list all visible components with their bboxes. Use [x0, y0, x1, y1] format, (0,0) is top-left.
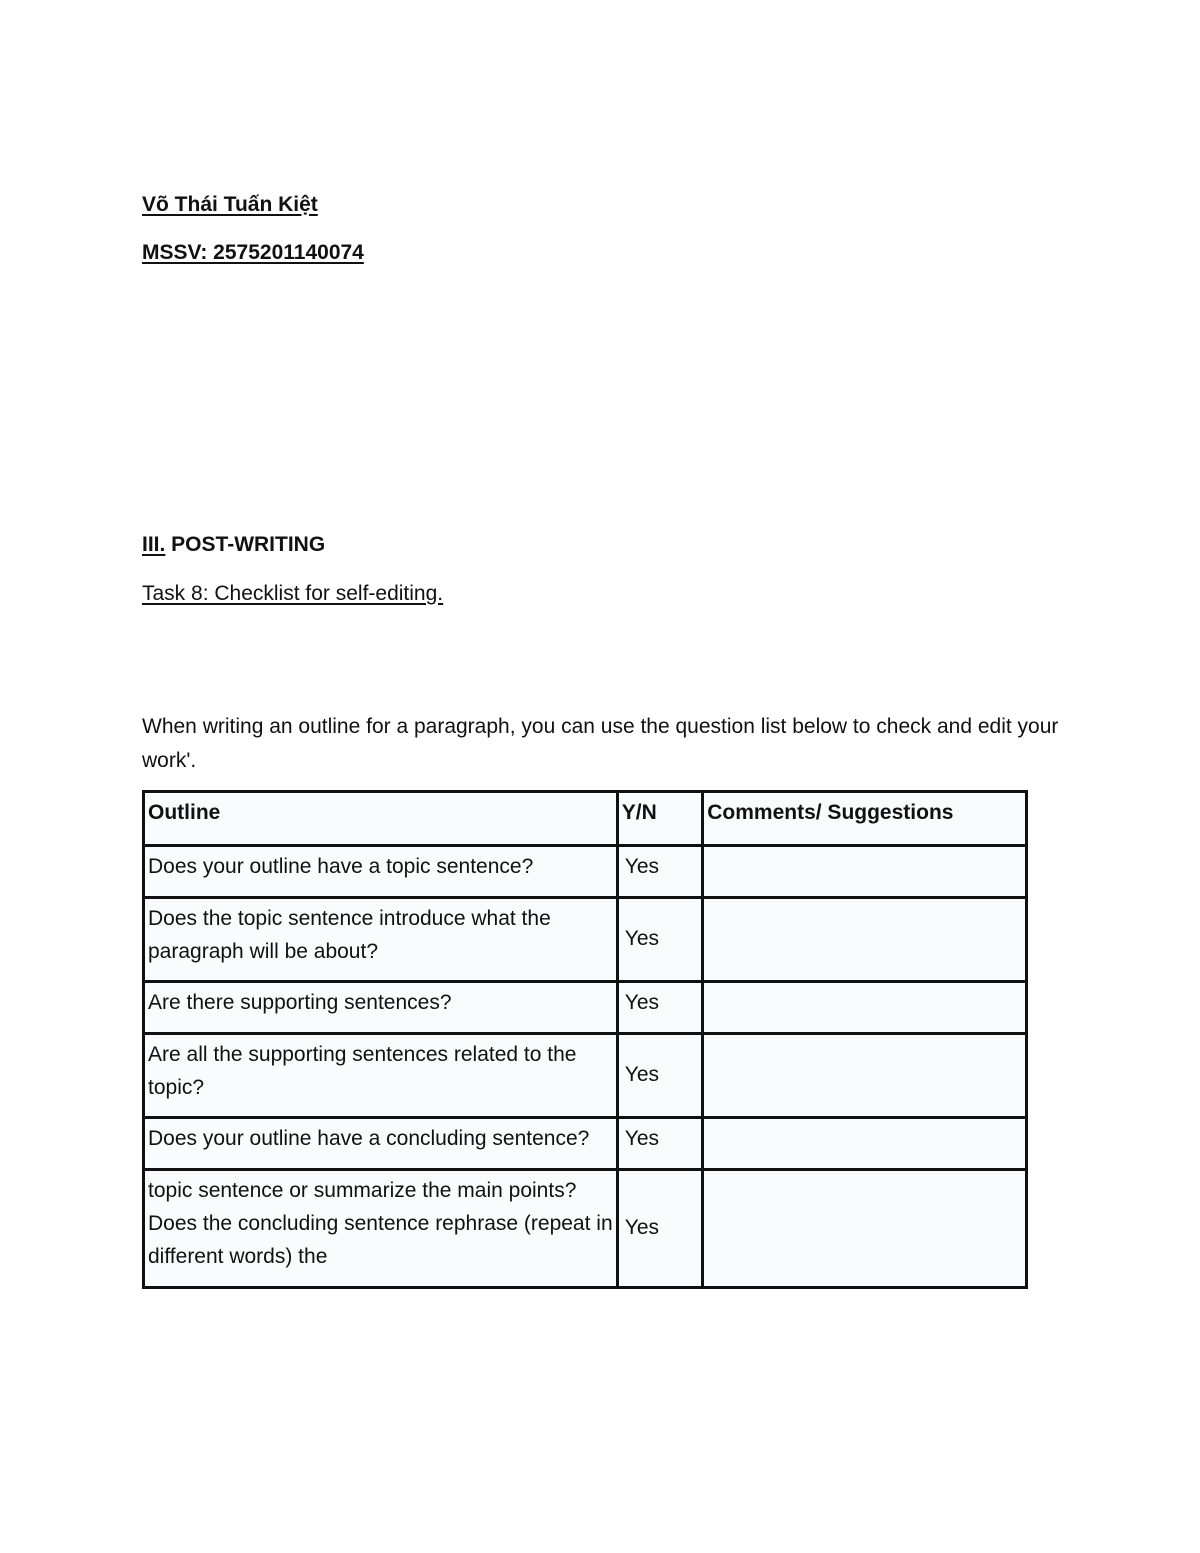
- row-answer: Yes: [617, 1170, 703, 1288]
- row-answer: Yes: [617, 1034, 703, 1118]
- row-question: Are all the supporting sentences related to the topic?: [144, 1034, 618, 1118]
- header-yn: Y/N: [617, 792, 703, 846]
- row-question: Does the topic sentence introduce what the paragraph will be about?: [144, 898, 618, 982]
- section-heading: [142, 533, 325, 557]
- table-row: [144, 982, 1027, 1034]
- table-row: [144, 1170, 1027, 1288]
- row-question: Does your outline have a topic sentence?: [144, 846, 618, 898]
- row-answer: Yes: [617, 898, 703, 982]
- intro-paragraph: When writing an outline for a paragraph, you can use the question list below to check and edit your work'.: [142, 715, 1059, 772]
- task-title: Task 8: Checklist for self-editing.: [142, 582, 444, 605]
- row-question: topic sentence or summarize the main points? Does the concluding sentence rephrase (repeat in different words) the: [144, 1170, 618, 1288]
- student-id: MSSV: 2575201140074: [142, 241, 364, 264]
- table-row: [144, 1118, 1027, 1170]
- row-question: Are there supporting sentences?: [144, 982, 618, 1034]
- row-comment[interactable]: [703, 898, 1027, 982]
- row-comment[interactable]: [703, 846, 1027, 898]
- self-editing-checklist-table: [142, 790, 1028, 1289]
- table-row: [144, 898, 1027, 982]
- row-answer: Yes: [617, 982, 703, 1034]
- row-comment[interactable]: [703, 1170, 1027, 1288]
- row-comment[interactable]: [703, 1118, 1027, 1170]
- header-comments: Comments/ Suggestions: [703, 792, 1027, 846]
- row-comment[interactable]: [703, 1034, 1027, 1118]
- table-row: [144, 846, 1027, 898]
- section-number: III.: [142, 533, 166, 556]
- row-question: Does your outline have a concluding sentence?: [144, 1118, 618, 1170]
- student-name: Võ Thái Tuấn Kiệt: [142, 193, 318, 216]
- header-outline: Outline: [144, 792, 618, 846]
- section-title: POST-WRITING: [165, 533, 326, 556]
- row-answer: Yes: [617, 1118, 703, 1170]
- row-comment[interactable]: [703, 982, 1027, 1034]
- table-row: [144, 1034, 1027, 1118]
- row-answer: Yes: [617, 846, 703, 898]
- table-header-row: [144, 792, 1027, 846]
